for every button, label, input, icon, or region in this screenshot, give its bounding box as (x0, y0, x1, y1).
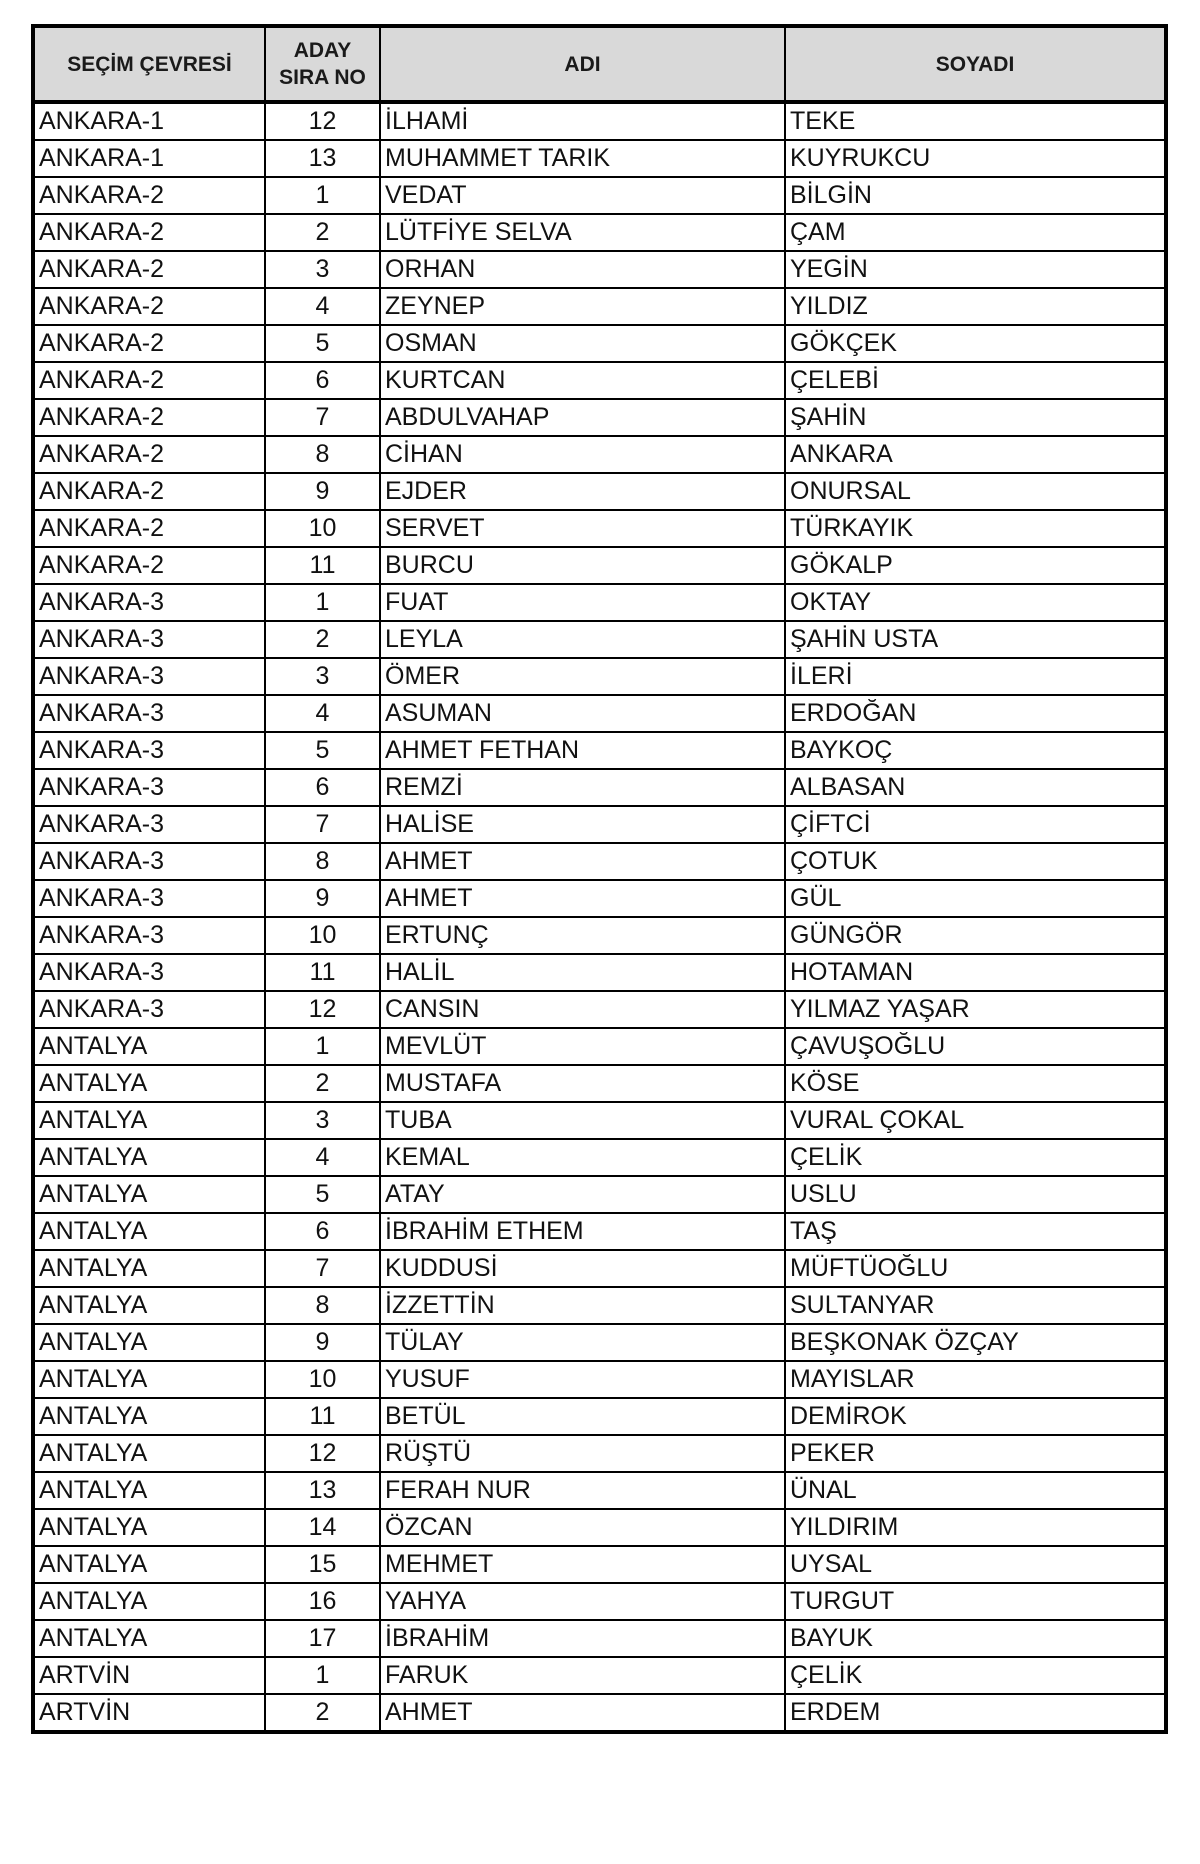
surname-cell: ÇAM (785, 214, 1166, 251)
district-cell: ANTALYA (33, 1546, 265, 1583)
name-cell: AHMET (380, 1694, 785, 1732)
rank-cell: 5 (265, 1176, 380, 1213)
table-row (33, 917, 1166, 954)
rank-cell: 10 (265, 510, 380, 547)
table-row (33, 1694, 1166, 1732)
surname-cell: YILDIRIM (785, 1509, 1166, 1546)
surname-cell: GÖKALP (785, 547, 1166, 584)
name-cell: MEVLÜT (380, 1028, 785, 1065)
rank-cell: 2 (265, 1694, 380, 1732)
surname-cell: ŞAHİN (785, 399, 1166, 436)
district-cell: ANKARA-3 (33, 843, 265, 880)
surname-cell: YILMAZ YAŞAR (785, 991, 1166, 1028)
rank-cell: 12 (265, 1435, 380, 1472)
rank-cell: 9 (265, 473, 380, 510)
rank-cell: 7 (265, 806, 380, 843)
rank-cell: 3 (265, 251, 380, 288)
table-row (33, 880, 1166, 917)
rank-cell: 1 (265, 1657, 380, 1694)
rank-cell: 9 (265, 1324, 380, 1361)
rank-cell: 5 (265, 325, 380, 362)
district-cell: ANTALYA (33, 1287, 265, 1324)
name-cell: HALİL (380, 954, 785, 991)
district-cell: ANKARA-3 (33, 991, 265, 1028)
table-row (33, 177, 1166, 214)
table-row (33, 1250, 1166, 1287)
table-row (33, 695, 1166, 732)
rank-cell: 16 (265, 1583, 380, 1620)
table-row (33, 1620, 1166, 1657)
name-cell: LEYLA (380, 621, 785, 658)
candidate-list (31, 24, 1164, 1734)
name-cell: CANSIN (380, 991, 785, 1028)
district-cell: ANKARA-2 (33, 473, 265, 510)
rank-cell: 1 (265, 177, 380, 214)
surname-cell: İLERİ (785, 658, 1166, 695)
rank-cell: 11 (265, 547, 380, 584)
name-cell: İLHAMİ (380, 102, 785, 140)
table-row (33, 1324, 1166, 1361)
table-row (33, 399, 1166, 436)
rank-cell: 6 (265, 362, 380, 399)
rank-cell: 9 (265, 880, 380, 917)
name-cell: AHMET (380, 880, 785, 917)
district-cell: ANKARA-3 (33, 695, 265, 732)
table-row (33, 547, 1166, 584)
surname-cell: DEMİROK (785, 1398, 1166, 1435)
surname-cell: BAYKOÇ (785, 732, 1166, 769)
surname-cell: ALBASAN (785, 769, 1166, 806)
table-row (33, 1546, 1166, 1583)
name-cell: KUDDUSİ (380, 1250, 785, 1287)
rank-cell: 13 (265, 1472, 380, 1509)
name-cell: OSMAN (380, 325, 785, 362)
surname-cell: ÜNAL (785, 1472, 1166, 1509)
table-row (33, 1398, 1166, 1435)
table-row (33, 102, 1166, 140)
table-row (33, 1583, 1166, 1620)
surname-cell: PEKER (785, 1435, 1166, 1472)
header-surname: SOYADI (785, 26, 1166, 102)
name-cell: KURTCAN (380, 362, 785, 399)
name-cell: MEHMET (380, 1546, 785, 1583)
table-row (33, 510, 1166, 547)
table-row (33, 1435, 1166, 1472)
name-cell: TUBA (380, 1102, 785, 1139)
name-cell: VEDAT (380, 177, 785, 214)
district-cell: ANTALYA (33, 1620, 265, 1657)
district-cell: ANKARA-2 (33, 214, 265, 251)
table-row (33, 473, 1166, 510)
name-cell: FERAH NUR (380, 1472, 785, 1509)
rank-cell: 7 (265, 399, 380, 436)
surname-cell: BİLGİN (785, 177, 1166, 214)
name-cell: İBRAHİM (380, 1620, 785, 1657)
district-cell: ANKARA-3 (33, 880, 265, 917)
surname-cell: ÇİFTCİ (785, 806, 1166, 843)
surname-cell: USLU (785, 1176, 1166, 1213)
surname-cell: ÇOTUK (785, 843, 1166, 880)
name-cell: ABDULVAHAP (380, 399, 785, 436)
surname-cell: ERDOĞAN (785, 695, 1166, 732)
name-cell: MUHAMMET TARIK (380, 140, 785, 177)
district-cell: ANKARA-1 (33, 102, 265, 140)
table-body (33, 102, 1166, 1732)
rank-cell: 12 (265, 102, 380, 140)
surname-cell: VURAL ÇOKAL (785, 1102, 1166, 1139)
rank-cell: 10 (265, 917, 380, 954)
name-cell: EJDER (380, 473, 785, 510)
surname-cell: YEGİN (785, 251, 1166, 288)
rank-cell: 4 (265, 288, 380, 325)
district-cell: ANTALYA (33, 1213, 265, 1250)
name-cell: LÜTFİYE SELVA (380, 214, 785, 251)
rank-cell: 2 (265, 621, 380, 658)
surname-cell: GÜNGÖR (785, 917, 1166, 954)
header-rank-line1: ADAY (293, 39, 352, 62)
rank-cell: 11 (265, 954, 380, 991)
surname-cell: ONURSAL (785, 473, 1166, 510)
surname-cell: ÇELİK (785, 1139, 1166, 1176)
district-cell: ANTALYA (33, 1250, 265, 1287)
district-cell: ANTALYA (33, 1176, 265, 1213)
district-cell: ANTALYA (33, 1398, 265, 1435)
district-cell: ANTALYA (33, 1102, 265, 1139)
table-row (33, 325, 1166, 362)
name-cell: ASUMAN (380, 695, 785, 732)
district-cell: ANKARA-2 (33, 325, 265, 362)
rank-cell: 4 (265, 695, 380, 732)
name-cell: SERVET (380, 510, 785, 547)
surname-cell: TÜRKAYIK (785, 510, 1166, 547)
table-row (33, 806, 1166, 843)
district-cell: ANKARA-2 (33, 251, 265, 288)
district-cell: ANTALYA (33, 1065, 265, 1102)
name-cell: ZEYNEP (380, 288, 785, 325)
table-row (33, 584, 1166, 621)
district-cell: ANKARA-3 (33, 732, 265, 769)
surname-cell: SULTANYAR (785, 1287, 1166, 1324)
district-cell: ANKARA-3 (33, 658, 265, 695)
table-row (33, 251, 1166, 288)
district-cell: ANKARA-2 (33, 288, 265, 325)
header-district: SEÇİM ÇEVRESİ (33, 26, 265, 102)
table-row (33, 288, 1166, 325)
district-cell: ANKARA-2 (33, 399, 265, 436)
name-cell: REMZİ (380, 769, 785, 806)
name-cell: TÜLAY (380, 1324, 785, 1361)
table-row (33, 843, 1166, 880)
table-row (33, 658, 1166, 695)
district-cell: ANKARA-1 (33, 140, 265, 177)
name-cell: FARUK (380, 1657, 785, 1694)
name-cell: İZZETTİN (380, 1287, 785, 1324)
district-cell: ANTALYA (33, 1435, 265, 1472)
surname-cell: ÇELİK (785, 1657, 1166, 1694)
district-cell: ANKARA-2 (33, 510, 265, 547)
surname-cell: ERDEM (785, 1694, 1166, 1732)
rank-cell: 2 (265, 214, 380, 251)
header-name: ADI (380, 26, 785, 102)
name-cell: MUSTAFA (380, 1065, 785, 1102)
district-cell: ANTALYA (33, 1472, 265, 1509)
rank-cell: 1 (265, 1028, 380, 1065)
name-cell: KEMAL (380, 1139, 785, 1176)
district-cell: ARTVİN (33, 1657, 265, 1694)
name-cell: HALİSE (380, 806, 785, 843)
district-cell: ANKARA-2 (33, 177, 265, 214)
district-cell: ANKARA-3 (33, 621, 265, 658)
table-row (33, 140, 1166, 177)
header-row (33, 26, 1166, 102)
rank-cell: 10 (265, 1361, 380, 1398)
table-row (33, 436, 1166, 473)
surname-cell: TURGUT (785, 1583, 1166, 1620)
table-row (33, 214, 1166, 251)
table-row (33, 1657, 1166, 1694)
district-cell: ANKARA-3 (33, 954, 265, 991)
name-cell: YAHYA (380, 1583, 785, 1620)
surname-cell: TEKE (785, 102, 1166, 140)
candidate-table (31, 24, 1168, 1734)
surname-cell: BAYUK (785, 1620, 1166, 1657)
rank-cell: 14 (265, 1509, 380, 1546)
district-cell: ANTALYA (33, 1028, 265, 1065)
district-cell: ANTALYA (33, 1324, 265, 1361)
rank-cell: 3 (265, 1102, 380, 1139)
surname-cell: ŞAHİN USTA (785, 621, 1166, 658)
rank-cell: 8 (265, 1287, 380, 1324)
header-rank (265, 26, 380, 102)
rank-cell: 11 (265, 1398, 380, 1435)
district-cell: ANTALYA (33, 1361, 265, 1398)
table-row (33, 1102, 1166, 1139)
rank-cell: 17 (265, 1620, 380, 1657)
surname-cell: BEŞKONAK ÖZÇAY (785, 1324, 1166, 1361)
table-row (33, 991, 1166, 1028)
name-cell: ÖMER (380, 658, 785, 695)
district-cell: ANTALYA (33, 1583, 265, 1620)
rank-cell: 6 (265, 769, 380, 806)
table-row (33, 1213, 1166, 1250)
rank-cell: 13 (265, 140, 380, 177)
table-row (33, 1509, 1166, 1546)
name-cell: RÜŞTÜ (380, 1435, 785, 1472)
name-cell: AHMET (380, 843, 785, 880)
surname-cell: KUYRUKCU (785, 140, 1166, 177)
district-cell: ARTVİN (33, 1694, 265, 1732)
header-rank-line2: SIRA NO (279, 66, 366, 89)
surname-cell: UYSAL (785, 1546, 1166, 1583)
rank-cell: 6 (265, 1213, 380, 1250)
rank-cell: 2 (265, 1065, 380, 1102)
rank-cell: 7 (265, 1250, 380, 1287)
table-row (33, 1287, 1166, 1324)
surname-cell: GÜL (785, 880, 1166, 917)
district-cell: ANKARA-2 (33, 362, 265, 399)
rank-cell: 5 (265, 732, 380, 769)
rank-cell: 8 (265, 843, 380, 880)
name-cell: ORHAN (380, 251, 785, 288)
table-row (33, 1472, 1166, 1509)
district-cell: ANTALYA (33, 1139, 265, 1176)
district-cell: ANTALYA (33, 1509, 265, 1546)
table-row (33, 1065, 1166, 1102)
name-cell: ATAY (380, 1176, 785, 1213)
district-cell: ANKARA-3 (33, 769, 265, 806)
surname-cell: MÜFTÜOĞLU (785, 1250, 1166, 1287)
rank-cell: 4 (265, 1139, 380, 1176)
surname-cell: ÇELEBİ (785, 362, 1166, 399)
name-cell: İBRAHİM ETHEM (380, 1213, 785, 1250)
surname-cell: OKTAY (785, 584, 1166, 621)
rank-cell: 12 (265, 991, 380, 1028)
table-row (33, 1361, 1166, 1398)
table-row (33, 1139, 1166, 1176)
name-cell: ÖZCAN (380, 1509, 785, 1546)
rank-cell: 1 (265, 584, 380, 621)
surname-cell: ÇAVUŞOĞLU (785, 1028, 1166, 1065)
table-row (33, 1028, 1166, 1065)
rank-cell: 3 (265, 658, 380, 695)
district-cell: ANKARA-3 (33, 806, 265, 843)
name-cell: CİHAN (380, 436, 785, 473)
surname-cell: HOTAMAN (785, 954, 1166, 991)
table-row (33, 954, 1166, 991)
name-cell: FUAT (380, 584, 785, 621)
table-row (33, 621, 1166, 658)
surname-cell: GÖKÇEK (785, 325, 1166, 362)
district-cell: ANKARA-2 (33, 547, 265, 584)
surname-cell: KÖSE (785, 1065, 1166, 1102)
table-row (33, 1176, 1166, 1213)
name-cell: ERTUNÇ (380, 917, 785, 954)
name-cell: BETÜL (380, 1398, 785, 1435)
table-row (33, 362, 1166, 399)
rank-cell: 15 (265, 1546, 380, 1583)
district-cell: ANKARA-3 (33, 584, 265, 621)
surname-cell: MAYISLAR (785, 1361, 1166, 1398)
surname-cell: TAŞ (785, 1213, 1166, 1250)
surname-cell: YILDIZ (785, 288, 1166, 325)
table-row (33, 732, 1166, 769)
name-cell: YUSUF (380, 1361, 785, 1398)
rank-cell: 8 (265, 436, 380, 473)
district-cell: ANKARA-2 (33, 436, 265, 473)
name-cell: BURCU (380, 547, 785, 584)
surname-cell: ANKARA (785, 436, 1166, 473)
name-cell: AHMET FETHAN (380, 732, 785, 769)
district-cell: ANKARA-3 (33, 917, 265, 954)
table-row (33, 769, 1166, 806)
